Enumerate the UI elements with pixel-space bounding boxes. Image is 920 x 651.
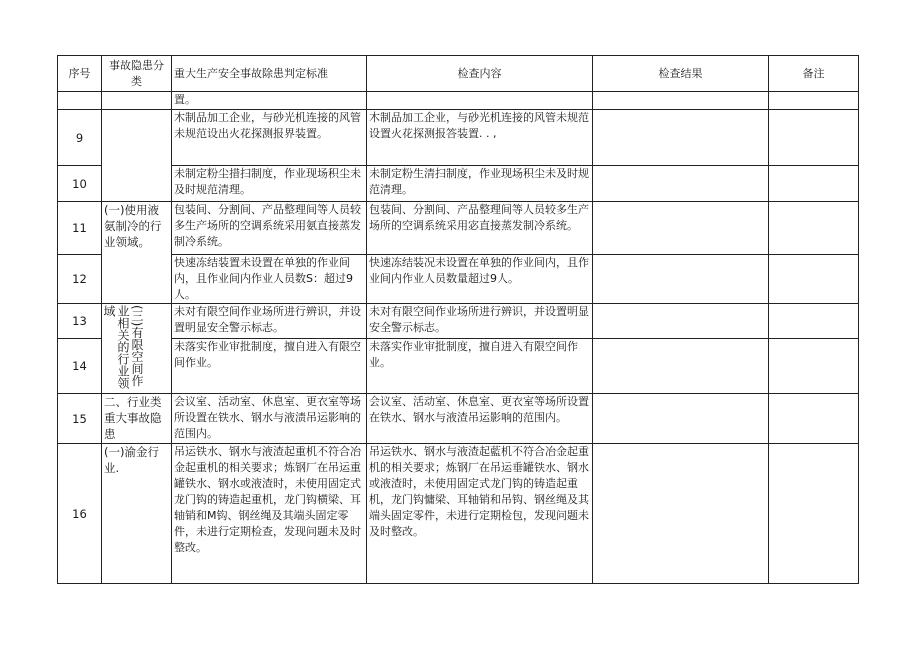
row-note [769, 444, 859, 584]
row-category: (一)使用液氨制冷的行业领域。 [102, 202, 172, 304]
header-seq: 序号 [58, 56, 102, 92]
row-result [593, 394, 769, 444]
row-standard: 会议室、活动室、休息室、更衣室等场所设置在铁水、钢水与液渍吊运影响的范围内。 [172, 394, 367, 444]
row-content: 快速冻结装况未设置在单独的作业间内，且作业间内作业人员数量超过9人。 [367, 255, 593, 304]
row-content: 未对有限空间作业场所进行辨识，并设置明显安全警示标志。 [367, 304, 593, 339]
row-content: 吊运铁水、钢水与液渣起藍机不符合冶金起重机的相关要求；炼钢厂在吊运垂罐铁水、钢水或液渣时，未使用固定式龙门钩的铸造起重机，龙门钩慵梁、耳轴销和吊钩、钢丝绳及其端头固定零件，未进行定期检包，发现问题未及时整改。 [367, 444, 593, 584]
row-note [769, 338, 859, 393]
table-row [58, 444, 859, 584]
row-category [102, 304, 172, 394]
row-note [769, 255, 859, 304]
row-standard: 木制品加工企业，与砂光机连接的风管未规范设出火花探测报界装置。 [172, 110, 367, 166]
row-result [593, 338, 769, 393]
row-content: 会议室、活动室、休息室、更衣室等场所设置在铁水、钢水与液渣吊运影响的范围内。 [367, 394, 593, 444]
table-row [58, 255, 859, 304]
row-standard: 未对有限空间作业场所进行辨识，并设置明显安全警示标志。 [172, 304, 367, 339]
table-row [58, 92, 859, 110]
header-content: 检查内容 [367, 56, 593, 92]
row-note [769, 92, 859, 110]
row-content: 未制定粉生清扫制度，作业现场积尘未及时规范清理。 [367, 166, 593, 202]
row-content: 未落实作业审批制度，擅自进入有限空间作业。 [367, 338, 593, 393]
row-seq: 10 [58, 166, 102, 202]
row-seq: 13 [58, 304, 102, 339]
row-content [367, 92, 593, 110]
row-seq: 15 [58, 394, 102, 444]
vertical-category-text: (三)有限空间作业相关的行业领域 [102, 305, 144, 389]
row-category [102, 110, 172, 202]
header-note: 备注 [769, 56, 859, 92]
row-note [769, 110, 859, 166]
row-content: 包装间、分割间、产品整理间等人员较多生产场所的空调系统采用宓直接蒸发制冷系统。 [367, 202, 593, 255]
row-result [593, 304, 769, 339]
table-row [58, 338, 859, 393]
row-result [593, 255, 769, 304]
row-seq [58, 92, 102, 110]
row-content: 木制品加工企业，与砂光机连接的风管未规范设置火花探测报答装置. . , [367, 110, 593, 166]
row-seq: 12 [58, 255, 102, 304]
row-note [769, 202, 859, 255]
row-seq: 9 [58, 110, 102, 166]
row-result [593, 92, 769, 110]
hazard-check-table [57, 55, 859, 584]
row-note [769, 166, 859, 202]
row-category [102, 92, 172, 110]
row-result [593, 110, 769, 166]
row-result [593, 202, 769, 255]
table-header-row [58, 56, 859, 92]
row-standard: 未落实作业审批制度，擅自进入有限空间作业。 [172, 338, 367, 393]
table-row [58, 202, 859, 255]
table-row [58, 304, 859, 339]
row-seq: 11 [58, 202, 102, 255]
row-note [769, 304, 859, 339]
row-standard: 置。 [172, 92, 367, 110]
row-category: 二、行业类重大事故隐患 [102, 394, 172, 444]
row-seq: 14 [58, 338, 102, 393]
row-seq: 16 [58, 444, 102, 584]
table-row [58, 110, 859, 166]
row-standard: 快速冻结装置未设置在单独的作业间内，且作业间内作业人员数S：超过9人。 [172, 255, 367, 304]
row-result [593, 444, 769, 584]
row-result [593, 166, 769, 202]
row-standard: 吊运铁水、钢水与液渣起重机不符合冶金起重机的相关要求；炼钢厂在吊运重罐铁水、钢水或液渣时，未使用固定式龙门钩的铸造起重机，龙门钩横梁、耳轴销和M钩、钢丝绳及其端头固定零件，未进行定期检查，发现问题未及时整改。 [172, 444, 367, 584]
row-standard: 未制定粉尘措扫制度，作业现场积尘未及时规范清理。 [172, 166, 367, 202]
table-row [58, 166, 859, 202]
header-standard: 重大生产安全事故除患判定标准 [172, 56, 367, 92]
row-category: (一)渝金行业. [102, 444, 172, 584]
header-result: 检查结果 [593, 56, 769, 92]
header-category: 事故隐患分类 [102, 56, 172, 92]
row-note [769, 394, 859, 444]
table-row [58, 394, 859, 444]
row-standard: 包装间、分割间、产品整理间等人员较多生产场所的空调系统采用氨直接蒸发制冷系统。 [172, 202, 367, 255]
